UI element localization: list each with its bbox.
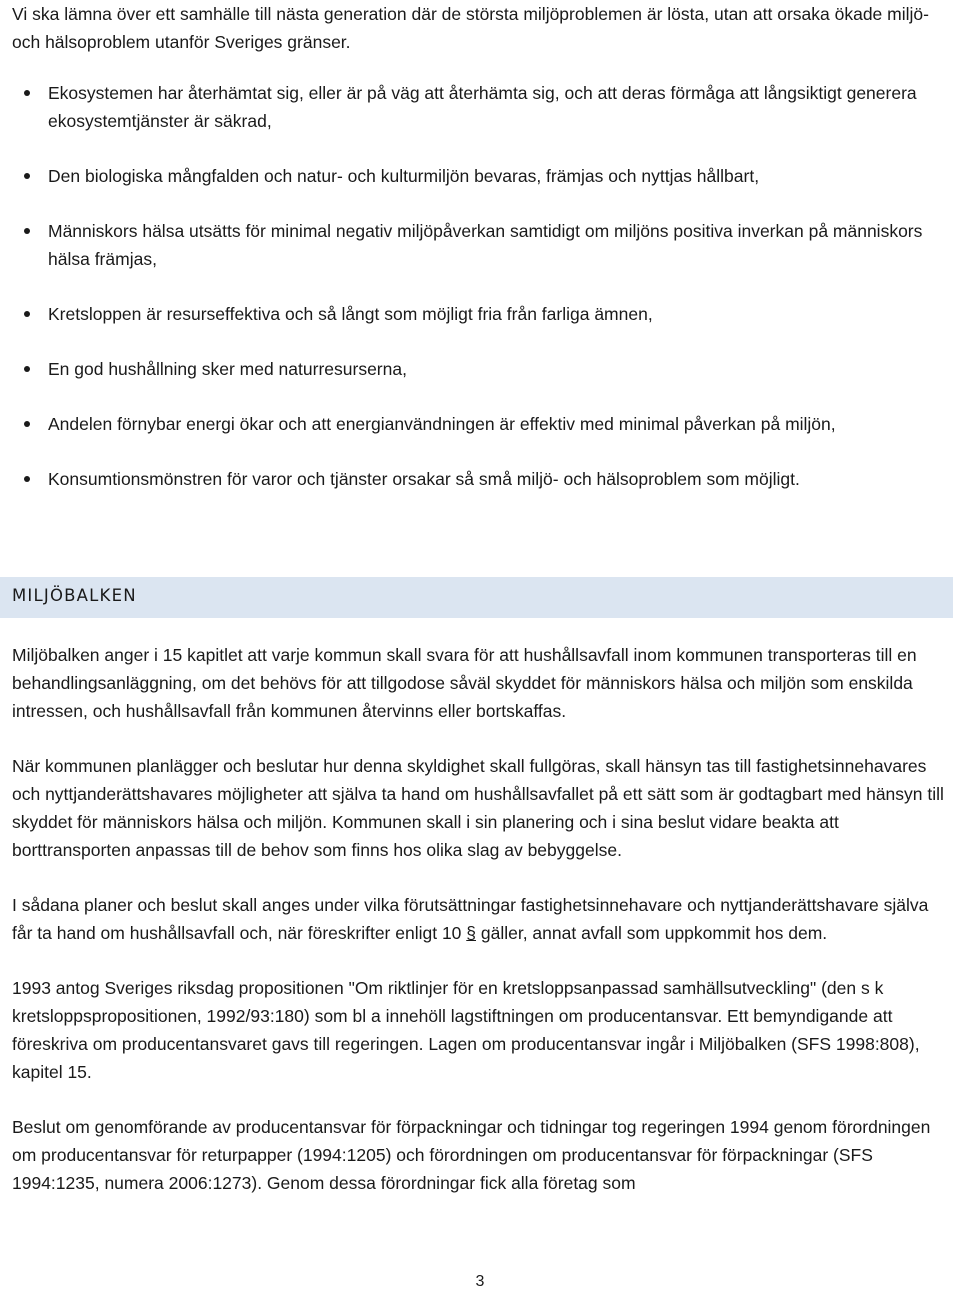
section-heading: MILJÖBALKEN bbox=[12, 586, 137, 605]
bullet-item bbox=[0, 355, 960, 383]
bullet-text: Ekosystemen har återhämtat sig, eller är på väg att återhämta sig, och att deras förmåga att långsiktigt generera ekosystemtjänster är säkrad, bbox=[48, 83, 917, 131]
paragraph-3-text-a: I sådana planer och beslut skall anges under vilka förutsättningar fastighetsinnehavare och nyttjanderättshavare själva får ta hand om hushållsavfall och, när föreskrifter enligt 10 bbox=[12, 895, 929, 943]
paragraph-3 bbox=[12, 891, 947, 947]
bullet-item bbox=[0, 300, 960, 328]
paragraph-1: Miljöbalken anger i 15 kapitlet att varje kommun skall svara för att hushållsavfall inom kommunen transporteras till en behandlingsanläggning, om det behövs för att tillgodose såväl skyddet för människors hälsa och miljön som enskilda intressen, och hushållsavfall från kommunen återvinns eller bortskaffas. bbox=[12, 645, 917, 721]
paragraph-5: Beslut om genomförande av producentansvar för förpackningar och tidningar tog regeringen 1994 genom förordningen om producentansvar för returpapper (1994:1205) och förordningen om producentansvar för förpackningar (SFS 1994:1235, numera 2006:1273). Genom dessa förordningar fick alla företag som bbox=[12, 1117, 931, 1193]
bullet-dot-icon bbox=[24, 421, 30, 427]
bullet-text: Andelen förnybar energi ökar och att energianvändningen är effektiv med minimal påverkan på miljön, bbox=[48, 414, 836, 434]
paragraph-2: När kommunen planlägger och beslutar hur denna skyldighet skall fullgöras, skall hänsyn tas till fastighetsinnehavares och nyttjanderättshavares möjligheter att själva ta hand om hushållsavfallet på ett sätt som är godtagbart med hänsyn till skyddet för människors hälsa och miljön. Kommunen skall i sin planering och i sina beslut vidare beakta att borttransporten anpassas till de behov som finns hos olika slag av bebyggelse. bbox=[12, 756, 944, 860]
section-body bbox=[12, 641, 947, 1224]
paragraph-4: 1993 antog Sveriges riksdag propositionen "Om riktlinjer för en kretsloppsanpassad samhällsutveckling" (den s k kretsloppspropositionen, 1992/93:180) som bl a innehöll lagstiftningen om producentansvar. Ett bemyndigande att föreskriva om producentansvaret gavs till regeringen. Lagen om producentansvar ingår i Miljöbalken (SFS 1998:808), kapitel 15. bbox=[12, 978, 920, 1082]
section-heading-bar bbox=[0, 577, 953, 618]
bullet-text: Kretsloppen är resurseffektiva och så långt som möjligt fria från farliga ämnen, bbox=[48, 304, 653, 324]
bullet-dot-icon bbox=[24, 366, 30, 372]
goals-bullet-list bbox=[0, 79, 960, 520]
bullet-dot-icon bbox=[24, 173, 30, 179]
bullet-dot-icon bbox=[24, 90, 30, 96]
bullet-item bbox=[0, 162, 960, 190]
bullet-item bbox=[0, 465, 960, 493]
bullet-text: Konsumtionsmönstren för varor och tjänster orsakar så små miljö- och hälsoproblem som möjligt. bbox=[48, 469, 800, 489]
bullet-item bbox=[0, 410, 960, 438]
bullet-item bbox=[0, 79, 960, 135]
paragraph-3-text-b: gäller, annat avfall som uppkommit hos dem. bbox=[476, 923, 828, 943]
bullet-text: Människors hälsa utsätts för minimal negativ miljöpåverkan samtidigt om miljöns positiva inverkan på människors hälsa främjas, bbox=[48, 221, 923, 269]
bullet-item bbox=[0, 217, 960, 273]
section-sign: § bbox=[466, 923, 476, 943]
bullet-text: En god hushållning sker med naturresurserna, bbox=[48, 359, 407, 379]
intro-paragraph: Vi ska lämna över ett samhälle till nästa generation där de största miljöproblemen är lösta, utan att orsaka ökade miljö- och hälsoproblem utanför Sveriges gränser. bbox=[12, 4, 929, 52]
page-number: 3 bbox=[475, 1273, 485, 1290]
bullet-text: Den biologiska mångfalden och natur- och kulturmiljön bevaras, främjas och nyttjas hållbart, bbox=[48, 166, 760, 186]
bullet-dot-icon bbox=[24, 228, 30, 234]
bullet-dot-icon bbox=[24, 311, 30, 317]
bullet-dot-icon bbox=[24, 476, 30, 482]
